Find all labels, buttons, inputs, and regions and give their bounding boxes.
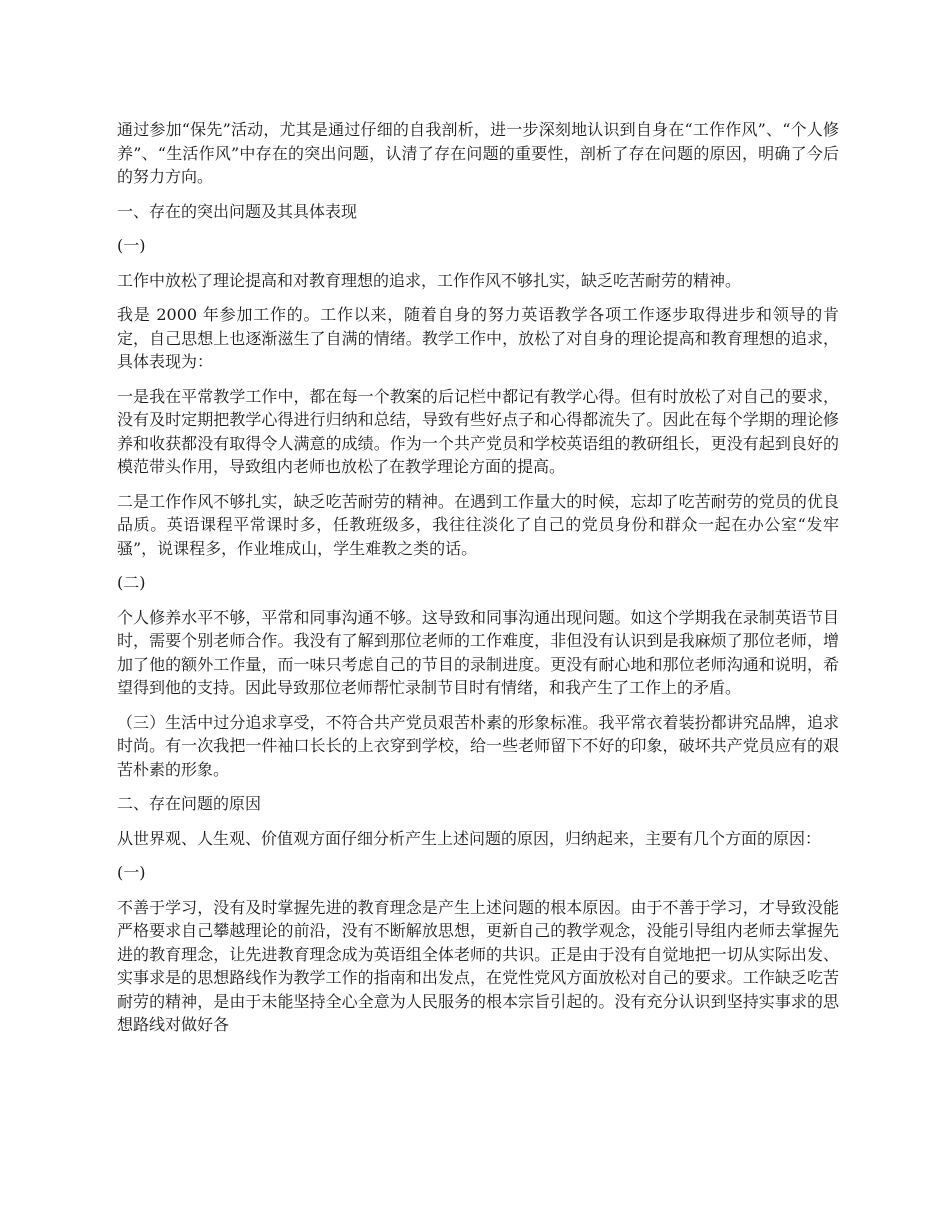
subsection-label-1: (一) — [117, 236, 146, 255]
paragraph: 个人修养水平不够，平常和同事沟通不够。这导致和同事沟通出现问题。如这个学期我在录制英语节目时，需要个别老师合作。我没有了解到那位老师的工作难度，非但没有认识到是我麻烦了那位老师，增加了他的额外工作量，而一味只考虑自己的节目的录制进度。更没有耐心地和那位老师沟通和说明，希望得到他的支持。因此导致那位老师帮忙录制节目时有情绪，和我产生了工作上的矛盾。 — [117, 607, 839, 697]
document-body — [117, 118, 839, 1048]
subsection-label-2: (二) — [117, 573, 146, 592]
paragraph: 从世界观、人生观、价值观方面仔细分析产生上述问题的原因，归纳起来，主要有几个方面的原因： — [117, 828, 822, 848]
paragraph: 我是 2000 年参加工作的。工作以来，随着自身的努力英语教学各项工作逐步取得进步和领导的肯定，自己思想上也逐渐滋生了自满的情绪。教学工作中，放松了对自身的理论提高和教育理想的追求，具体表现为： — [117, 305, 839, 371]
paragraph: 工作中放松了理论提高和对教育理想的追求，工作作风不够扎实，缺乏吃苦耐劳的精神。 — [117, 270, 742, 290]
paragraph: 二是工作作风不够扎实，缺乏吃苦耐劳的精神。在遇到工作量大的时候，忘却了吃苦耐劳的党员的优良品质。英语课程平常课时多，任教班级多，我往往淡化了自己的党员身份和群众一起在办公室“发牢骚”，说课程多，作业堆成山，学生难教之类的话。 — [117, 491, 839, 558]
section-heading-causes: 二、存在问题的原因 — [117, 794, 262, 813]
section-heading-problems: 一、存在的突出问题及其具体表现 — [117, 201, 358, 221]
subsection-label-1: (一) — [117, 863, 146, 882]
paragraph: 不善于学习，没有及时掌握先进的教育理念是产生上述问题的根本原因。由于不善于学习，才导致没能严格要求自己攀越理论的前沿，没有不断解放思想，更新自己的教学观念，没能引导组内老师去掌握先进的教育理念，让先进教育理念成为英语组全体老师的共识。正是由于没有自觉地把一切从实际出发、实事求是的思想路线作为教学工作的指南和出发点，在党性党风方面放松对自己的要求。工作缺乏吃苦耐劳的精神，是由于未能坚持全心全意为人民服务的根本宗旨引起的。没有充分认识到坚持实事求的思想路线对做好各 — [117, 897, 839, 1034]
intro-paragraph: 通过参加“保先”活动，尤其是通过仔细的自我剖析，进一步深刻地认识到自身在“工作作风”、“个人修养”、“生活作风”中存在的突出问题，认清了存在问题的重要性，剖析了存在问题的原因，明确了今后的努力方向。 — [117, 120, 839, 186]
paragraph: （三）生活中过分追求享受，不符合共产党员艰苦朴素的形象标准。我平常衣着装扮都讲究品牌，追求时尚。有一次我把一件袖口长长的上衣穿到学校，给一些老师留下不好的印象，破坏共产党员应有的艰苦朴素的形象。 — [117, 712, 839, 779]
paragraph: 一是我在平常教学工作中，都在每一个教案的后记栏中都记有教学心得。但有时放松了对自己的要求，没有及时定期把教学心得进行归纳和总结，导致有些好点子和心得都流失了。因此在每个学期的理论修养和收获都没有取得令人满意的成绩。作为一个共产党员和学校英语组的教研组长，更没有起到良好的模范带头作用，导致组内老师也放松了在教学理论方面的提高。 — [117, 386, 839, 476]
